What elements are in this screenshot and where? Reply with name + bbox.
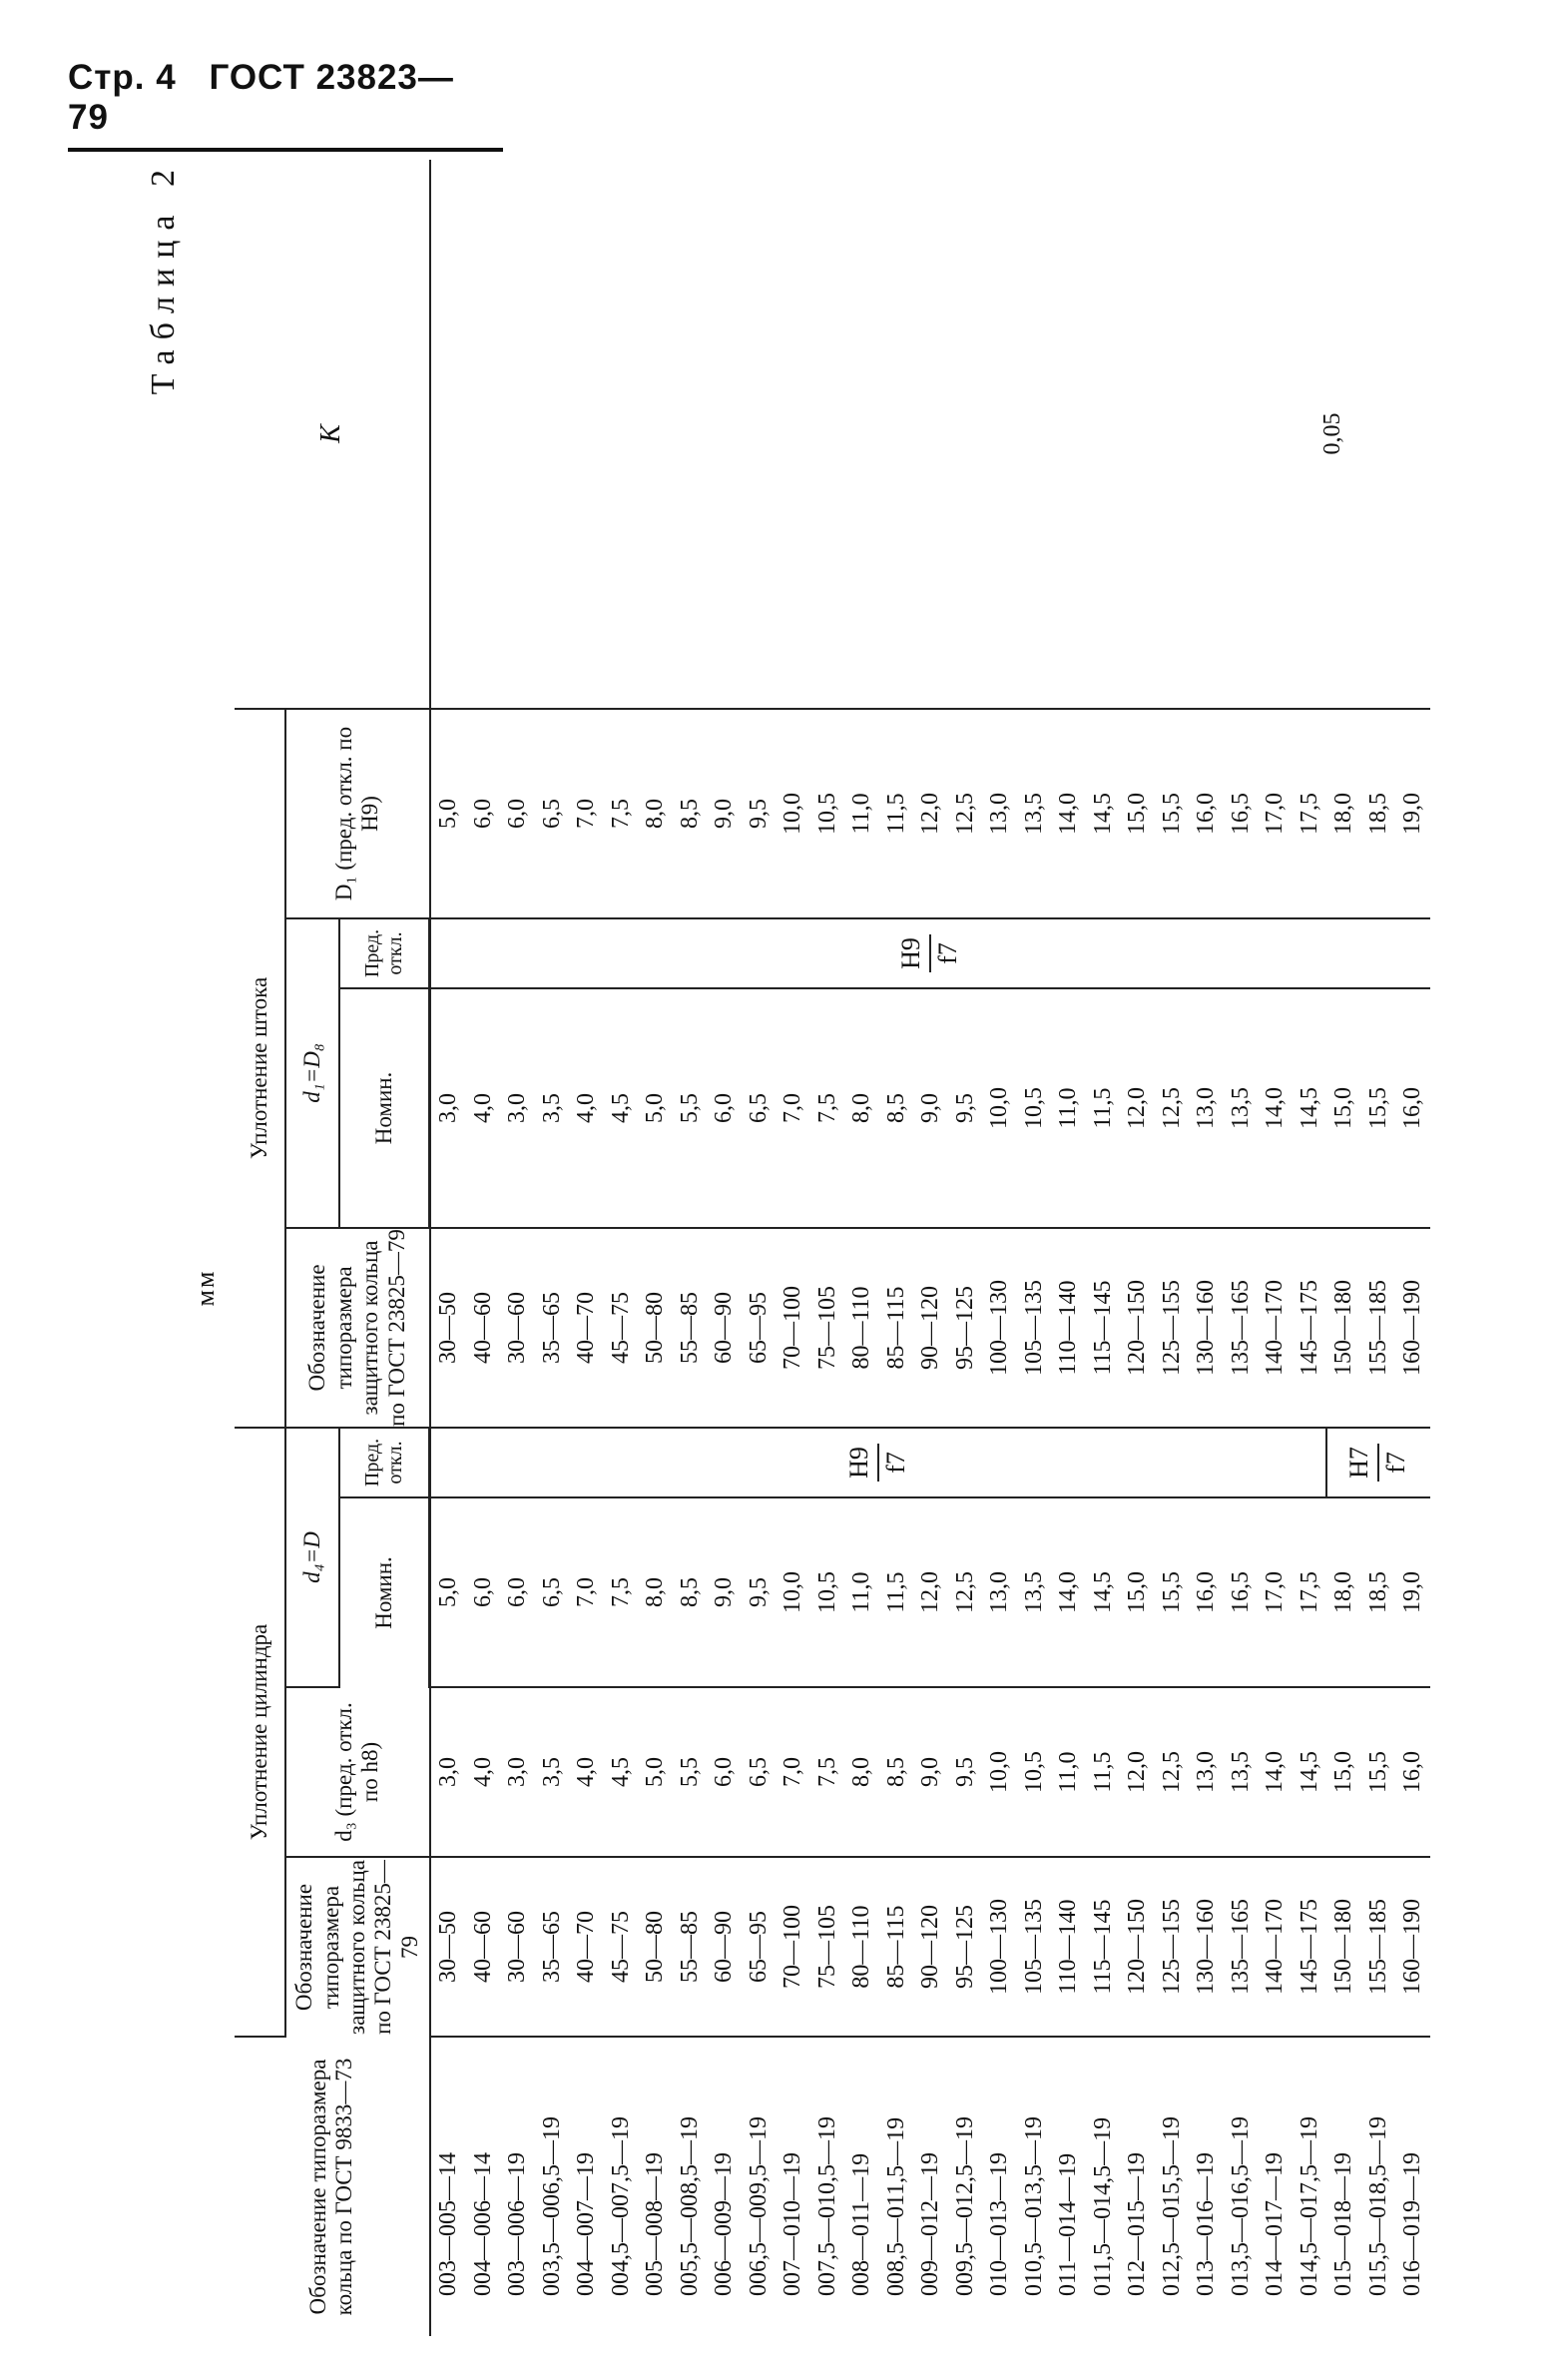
- ring-designation: 007,5—010,5—19: [813, 2116, 840, 2296]
- rod-d1-nomin: 4,5: [604, 988, 639, 1228]
- cyl-protective-ring: 75—105: [810, 1857, 845, 2037]
- ring-designation: 004,5—007,5—19: [607, 2116, 634, 2296]
- document-number: ГОСТ 23823—79: [68, 58, 454, 137]
- cyl-d4-nomin: 15,5: [1155, 1497, 1190, 1687]
- ring-designation: 012—015—19: [1124, 2152, 1150, 2296]
- header-ring-type: Обозначение типоразмера кольца по ГОСТ 9833—73: [235, 2037, 430, 2336]
- cyl-d4-nomin: 8,0: [638, 1497, 673, 1687]
- cyl-d3: 10,0: [982, 1687, 1017, 1857]
- cyl-protective-ring: 140—170: [1258, 1857, 1293, 2037]
- rod-D1: 6,0: [466, 709, 501, 918]
- ring-designation: 013—016—19: [1193, 2152, 1219, 2296]
- cyl-protective-ring: 80—110: [844, 1857, 879, 2037]
- cyl-d3: 15,5: [1361, 1687, 1396, 1857]
- table-caption: Таблица 2: [145, 160, 182, 395]
- cyl-d3: 16,0: [1395, 1687, 1430, 1857]
- cyl-d4-nomin: 14,5: [1086, 1497, 1121, 1687]
- rod-d1-nomin: 11,5: [1086, 988, 1121, 1228]
- rod-D1: 7,5: [604, 709, 639, 918]
- cyl-d4-nomin: 17,0: [1258, 1497, 1293, 1687]
- cyl-d4-nomin: 7,0: [569, 1497, 604, 1687]
- rod-protective-ring: 145—175: [1293, 1228, 1327, 1428]
- dimensions-table: [235, 160, 1430, 2336]
- cyl-d3: 12,0: [1120, 1687, 1155, 1857]
- rod-protective-ring: 50—80: [638, 1228, 673, 1428]
- rod-D1: 9,5: [742, 709, 777, 918]
- cyl-protective-ring: 160—190: [1395, 1857, 1430, 2037]
- rod-D1: 13,5: [1017, 709, 1052, 918]
- cyl-d3: 5,0: [638, 1687, 673, 1857]
- ring-designation: 014,5—017,5—19: [1296, 2116, 1322, 2296]
- rod-protective-ring: 155—185: [1361, 1228, 1396, 1428]
- header-rod-pred: Пред. откл.: [339, 918, 430, 988]
- ring-designation: 011,5—014,5—19: [1089, 2116, 1116, 2296]
- cyl-d3: 6,5: [742, 1687, 777, 1857]
- header-cyl-nomin: Номин.: [339, 1497, 430, 1687]
- rod-protective-ring: 30—50: [430, 1228, 466, 1428]
- ring-designation: 003—006—19: [504, 2152, 530, 2296]
- ring-designation: 006—009—19: [711, 2152, 737, 2296]
- cyl-d4-nomin: 14,0: [1051, 1497, 1086, 1687]
- ring-designation: 015,5—018,5—19: [1364, 2116, 1391, 2296]
- rod-protective-ring: 80—110: [844, 1228, 879, 1428]
- rod-protective-ring: 150—180: [1326, 1228, 1361, 1428]
- rod-D1: 15,5: [1155, 709, 1190, 918]
- rod-d1-nomin: 5,5: [673, 988, 708, 1228]
- rod-protective-ring: 135—165: [1224, 1228, 1259, 1428]
- cyl-protective-ring: 110—140: [1051, 1857, 1086, 2037]
- cyl-d4-nomin: 6,0: [500, 1497, 535, 1687]
- rod-D1: 12,0: [913, 709, 948, 918]
- rod-D1: 8,0: [638, 709, 673, 918]
- cyl-d3: 9,5: [948, 1687, 983, 1857]
- cyl-tolerance-upper-denominator: f7: [880, 1452, 910, 1474]
- ring-designation: 003,5—006,5—19: [538, 2116, 565, 2296]
- rod-protective-ring: 125—155: [1155, 1228, 1190, 1428]
- rod-d1-nomin: 5,0: [638, 988, 673, 1228]
- ring-designation: 009—012—19: [917, 2152, 943, 2296]
- ring-designation: 009,5—012,5—19: [951, 2116, 978, 2296]
- rod-d1-nomin: 9,0: [913, 988, 948, 1228]
- cyl-d4-nomin: 11,0: [844, 1497, 879, 1687]
- cyl-d3: 5,5: [673, 1687, 708, 1857]
- rod-protective-ring: 95—125: [948, 1228, 983, 1428]
- cyl-d4-nomin: 8,5: [673, 1497, 708, 1687]
- cyl-protective-ring: 135—165: [1224, 1857, 1259, 2037]
- cyl-d3: 8,5: [879, 1687, 914, 1857]
- k-value: 0,05: [430, 160, 1430, 709]
- cyl-d3: 15,0: [1326, 1687, 1361, 1857]
- cyl-tolerance-lower-numerator: H7: [1342, 1444, 1379, 1482]
- rod-tolerance-denominator: f7: [932, 942, 962, 964]
- rod-d1-nomin: 3,0: [500, 988, 535, 1228]
- table-units: мм: [191, 1269, 220, 1307]
- rod-d1-nomin: 13,0: [1189, 988, 1224, 1228]
- cyl-protective-ring: 65—95: [742, 1857, 777, 2037]
- cyl-d3: 7,0: [776, 1687, 810, 1857]
- cyl-d4-nomin: 7,5: [604, 1497, 639, 1687]
- rod-D1: 13,0: [982, 709, 1017, 918]
- table-row: [430, 160, 466, 2336]
- ring-designation: 004—007—19: [573, 2152, 599, 2296]
- rod-D1: 14,0: [1051, 709, 1086, 918]
- ring-designation: 008—011—19: [848, 2152, 874, 2296]
- rod-protective-ring: 110—140: [1051, 1228, 1086, 1428]
- ring-designation: 015—018—19: [1330, 2152, 1356, 2296]
- cyl-protective-ring: 85—115: [879, 1857, 914, 2037]
- rod-D1: 17,0: [1258, 709, 1293, 918]
- cyl-protective-ring: 130—160: [1189, 1857, 1224, 2037]
- rod-d1-nomin: 12,0: [1120, 988, 1155, 1228]
- rod-protective-ring: 30—60: [500, 1228, 535, 1428]
- cyl-protective-ring: 35—65: [535, 1857, 570, 2037]
- cyl-d3: 4,5: [604, 1687, 639, 1857]
- cyl-protective-ring: 30—50: [430, 1857, 466, 2037]
- rod-D1: 18,5: [1361, 709, 1396, 918]
- rod-d1-nomin: 11,0: [1051, 988, 1086, 1228]
- cyl-d4-nomin: 18,5: [1361, 1497, 1396, 1687]
- cyl-protective-ring: 125—155: [1155, 1857, 1190, 2037]
- cyl-protective-ring: 40—70: [569, 1857, 604, 2037]
- cyl-d4-nomin: 10,0: [776, 1497, 810, 1687]
- cyl-d3: 3,0: [500, 1687, 535, 1857]
- cyl-protective-ring: 145—175: [1293, 1857, 1327, 2037]
- cyl-d4-nomin: 13,0: [982, 1497, 1017, 1687]
- rod-d1-nomin: 4,0: [466, 988, 501, 1228]
- cyl-d3: 3,5: [535, 1687, 570, 1857]
- rod-tolerance: [430, 918, 1430, 988]
- cyl-d4-nomin: 19,0: [1395, 1497, 1430, 1687]
- cyl-d3: 13,5: [1224, 1687, 1259, 1857]
- rod-tolerance-numerator: H9: [894, 934, 931, 972]
- cyl-d4-nomin: 15,0: [1120, 1497, 1155, 1687]
- cyl-d4-nomin: 18,0: [1326, 1497, 1361, 1687]
- rod-d1-nomin: 14,5: [1293, 988, 1327, 1228]
- cyl-protective-ring: 100—130: [982, 1857, 1017, 2037]
- cyl-tolerance-lower-denominator: f7: [1380, 1452, 1410, 1474]
- cyl-protective-ring: 95—125: [948, 1857, 983, 2037]
- cyl-protective-ring: 90—120: [913, 1857, 948, 2037]
- header-cyl-pred: Пред. откл.: [339, 1428, 430, 1497]
- ring-designation: 016—019—19: [1399, 2152, 1425, 2296]
- rod-D1: 14,5: [1086, 709, 1121, 918]
- rod-d1-nomin: 13,5: [1224, 988, 1259, 1228]
- rod-D1: 5,0: [430, 709, 466, 918]
- rod-D1: 8,5: [673, 709, 708, 918]
- rod-D1: 18,0: [1326, 709, 1361, 918]
- ring-designation: 005,5—008,5—19: [676, 2116, 703, 2296]
- header-d4-equals-D: d₄=D: [285, 1428, 339, 1687]
- cyl-tolerance-lower: [1326, 1428, 1430, 1497]
- cyl-protective-ring: 120—150: [1120, 1857, 1155, 2037]
- header-d1-equals-D8: d₁=D₈: [285, 918, 339, 1228]
- rod-D1: 11,5: [879, 709, 914, 918]
- rod-d1-nomin: 10,5: [1017, 988, 1052, 1228]
- rod-d1-nomin: 10,0: [982, 988, 1017, 1228]
- rod-d1-nomin: 6,0: [707, 988, 742, 1228]
- rod-D1: 11,0: [844, 709, 879, 918]
- ring-designation: 014—017—19: [1262, 2152, 1288, 2296]
- rod-d1-nomin: 8,0: [844, 988, 879, 1228]
- cyl-tolerance-upper-numerator: H9: [842, 1444, 879, 1482]
- rod-protective-ring: 70—100: [776, 1228, 810, 1428]
- rod-D1: 12,5: [948, 709, 983, 918]
- rod-D1: 17,5: [1293, 709, 1327, 918]
- cyl-protective-ring: 50—80: [638, 1857, 673, 2037]
- cyl-d3: 14,0: [1258, 1687, 1293, 1857]
- header-rod-protective-ring: Обозначение типоразмера защитного кольца по ГОСТ 23825—79: [285, 1228, 430, 1428]
- ring-designation: 003—005—14: [434, 2152, 461, 2296]
- cyl-protective-ring: 105—135: [1017, 1857, 1052, 2037]
- rod-protective-ring: 35—65: [535, 1228, 570, 1428]
- rotated-table-area: [145, 160, 1532, 2336]
- header-cylinder-seal: Уплотнение цилиндра: [235, 1428, 285, 2037]
- ring-designation: 008,5—011,5—19: [882, 2116, 909, 2296]
- rod-d1-nomin: 8,5: [879, 988, 914, 1228]
- rod-D1: 19,0: [1395, 709, 1430, 918]
- ring-designation: 006,5—009,5—19: [745, 2116, 772, 2296]
- rod-D1: 10,5: [810, 709, 845, 918]
- cyl-d3: 10,5: [1017, 1687, 1052, 1857]
- cyl-d4-nomin: 6,0: [466, 1497, 501, 1687]
- cyl-protective-ring: 150—180: [1326, 1857, 1361, 2037]
- cyl-d3: 4,0: [569, 1687, 604, 1857]
- header-cyl-protective-ring: Обозначение типоразмера защитного кольца по ГОСТ 23825—79: [285, 1857, 430, 2037]
- rod-protective-ring: 75—105: [810, 1228, 845, 1428]
- rod-d1-nomin: 12,5: [1155, 988, 1190, 1228]
- cyl-d3: 11,5: [1086, 1687, 1121, 1857]
- rod-protective-ring: 90—120: [913, 1228, 948, 1428]
- rod-D1: 9,0: [707, 709, 742, 918]
- rod-d1-nomin: 6,5: [742, 988, 777, 1228]
- cyl-protective-ring: 60—90: [707, 1857, 742, 2037]
- rod-D1: 15,0: [1120, 709, 1155, 918]
- cyl-protective-ring: 55—85: [673, 1857, 708, 2037]
- rod-D1: 7,0: [569, 709, 604, 918]
- rod-D1: 10,0: [776, 709, 810, 918]
- rod-protective-ring: 100—130: [982, 1228, 1017, 1428]
- cyl-protective-ring: 45—75: [604, 1857, 639, 2037]
- rod-protective-ring: 60—90: [707, 1228, 742, 1428]
- cyl-d3: 11,0: [1051, 1687, 1086, 1857]
- ring-designation: 007—010—19: [780, 2152, 805, 2296]
- rod-d1-nomin: 3,0: [430, 988, 466, 1228]
- cyl-d3: 6,0: [707, 1687, 742, 1857]
- rod-protective-ring: 40—70: [569, 1228, 604, 1428]
- cyl-protective-ring: 40—60: [466, 1857, 501, 2037]
- cyl-d3: 7,5: [810, 1687, 845, 1857]
- rod-protective-ring: 160—190: [1395, 1228, 1430, 1428]
- rod-d1-nomin: 4,0: [569, 988, 604, 1228]
- rod-d1-nomin: 14,0: [1258, 988, 1293, 1228]
- cyl-d4-nomin: 16,0: [1189, 1497, 1224, 1687]
- cyl-d4-nomin: 11,5: [879, 1497, 914, 1687]
- rod-protective-ring: 65—95: [742, 1228, 777, 1428]
- ring-designation: 013,5—016,5—19: [1227, 2116, 1254, 2296]
- header-rod-seal: Уплотнение штока: [235, 709, 285, 1428]
- cyl-protective-ring: 115—145: [1086, 1857, 1121, 2037]
- cyl-d4-nomin: 13,5: [1017, 1497, 1052, 1687]
- rod-d1-nomin: 15,5: [1361, 988, 1396, 1228]
- rod-d1-nomin: 7,0: [776, 988, 810, 1228]
- cyl-d4-nomin: 10,5: [810, 1497, 845, 1687]
- rod-D1: 6,0: [500, 709, 535, 918]
- rod-d1-nomin: 3,5: [535, 988, 570, 1228]
- cyl-d3: 4,0: [466, 1687, 501, 1857]
- cyl-protective-ring: 70—100: [776, 1857, 810, 2037]
- cyl-d4-nomin: 17,5: [1293, 1497, 1327, 1687]
- rod-D1: 16,5: [1224, 709, 1259, 918]
- cyl-d3: 8,0: [844, 1687, 879, 1857]
- ring-designation: 012,5—015,5—19: [1158, 2116, 1185, 2296]
- rod-d1-nomin: 15,0: [1326, 988, 1361, 1228]
- rod-protective-ring: 45—75: [604, 1228, 639, 1428]
- cyl-d4-nomin: 12,5: [948, 1497, 983, 1687]
- rod-protective-ring: 130—160: [1189, 1228, 1224, 1428]
- cyl-d3: 12,5: [1155, 1687, 1190, 1857]
- ring-designation: 011—014—19: [1055, 2152, 1081, 2296]
- cyl-protective-ring: 155—185: [1361, 1857, 1396, 2037]
- rod-protective-ring: 140—170: [1258, 1228, 1293, 1428]
- ring-designation: 010,5—013,5—19: [1020, 2116, 1047, 2296]
- rod-d1-nomin: 7,5: [810, 988, 845, 1228]
- rod-protective-ring: 55—85: [673, 1228, 708, 1428]
- page-number: Стр. 4: [68, 58, 177, 97]
- rod-protective-ring: 40—60: [466, 1228, 501, 1428]
- rod-protective-ring: 115—145: [1086, 1228, 1121, 1428]
- page-header: [68, 58, 503, 152]
- rod-protective-ring: 85—115: [879, 1228, 914, 1428]
- rod-D1: 6,5: [535, 709, 570, 918]
- rod-protective-ring: 120—150: [1120, 1228, 1155, 1428]
- ring-designation: 004—006—14: [469, 2152, 496, 2296]
- cyl-d4-nomin: 6,5: [535, 1497, 570, 1687]
- header-k: K: [235, 160, 430, 709]
- cyl-d3: 9,0: [913, 1687, 948, 1857]
- cyl-protective-ring: 30—60: [500, 1857, 535, 2037]
- ring-designation: 010—013—19: [986, 2152, 1012, 2296]
- header-rod-nomin: Номин.: [339, 988, 430, 1228]
- cyl-d4-nomin: 12,0: [913, 1497, 948, 1687]
- header-D1: D₁ (пред. откл. по H9): [285, 709, 430, 918]
- rod-D1: 16,0: [1189, 709, 1224, 918]
- cyl-d4-nomin: 5,0: [430, 1497, 466, 1687]
- cyl-tolerance-upper: [430, 1428, 1327, 1497]
- rod-d1-nomin: 16,0: [1395, 988, 1430, 1228]
- cyl-d4-nomin: 9,0: [707, 1497, 742, 1687]
- ring-designation: 005—008—19: [642, 2152, 668, 2296]
- cyl-d3: 13,0: [1189, 1687, 1224, 1857]
- rod-protective-ring: 105—135: [1017, 1228, 1052, 1428]
- table-body: [430, 160, 1430, 2336]
- cyl-d3: 14,5: [1293, 1687, 1327, 1857]
- cyl-d3: 3,0: [430, 1687, 466, 1857]
- cyl-d4-nomin: 16,5: [1224, 1497, 1259, 1687]
- rod-d1-nomin: 9,5: [948, 988, 983, 1228]
- cyl-d4-nomin: 9,5: [742, 1497, 777, 1687]
- header-d3: d₃ (пред. откл. по h8): [285, 1687, 430, 1857]
